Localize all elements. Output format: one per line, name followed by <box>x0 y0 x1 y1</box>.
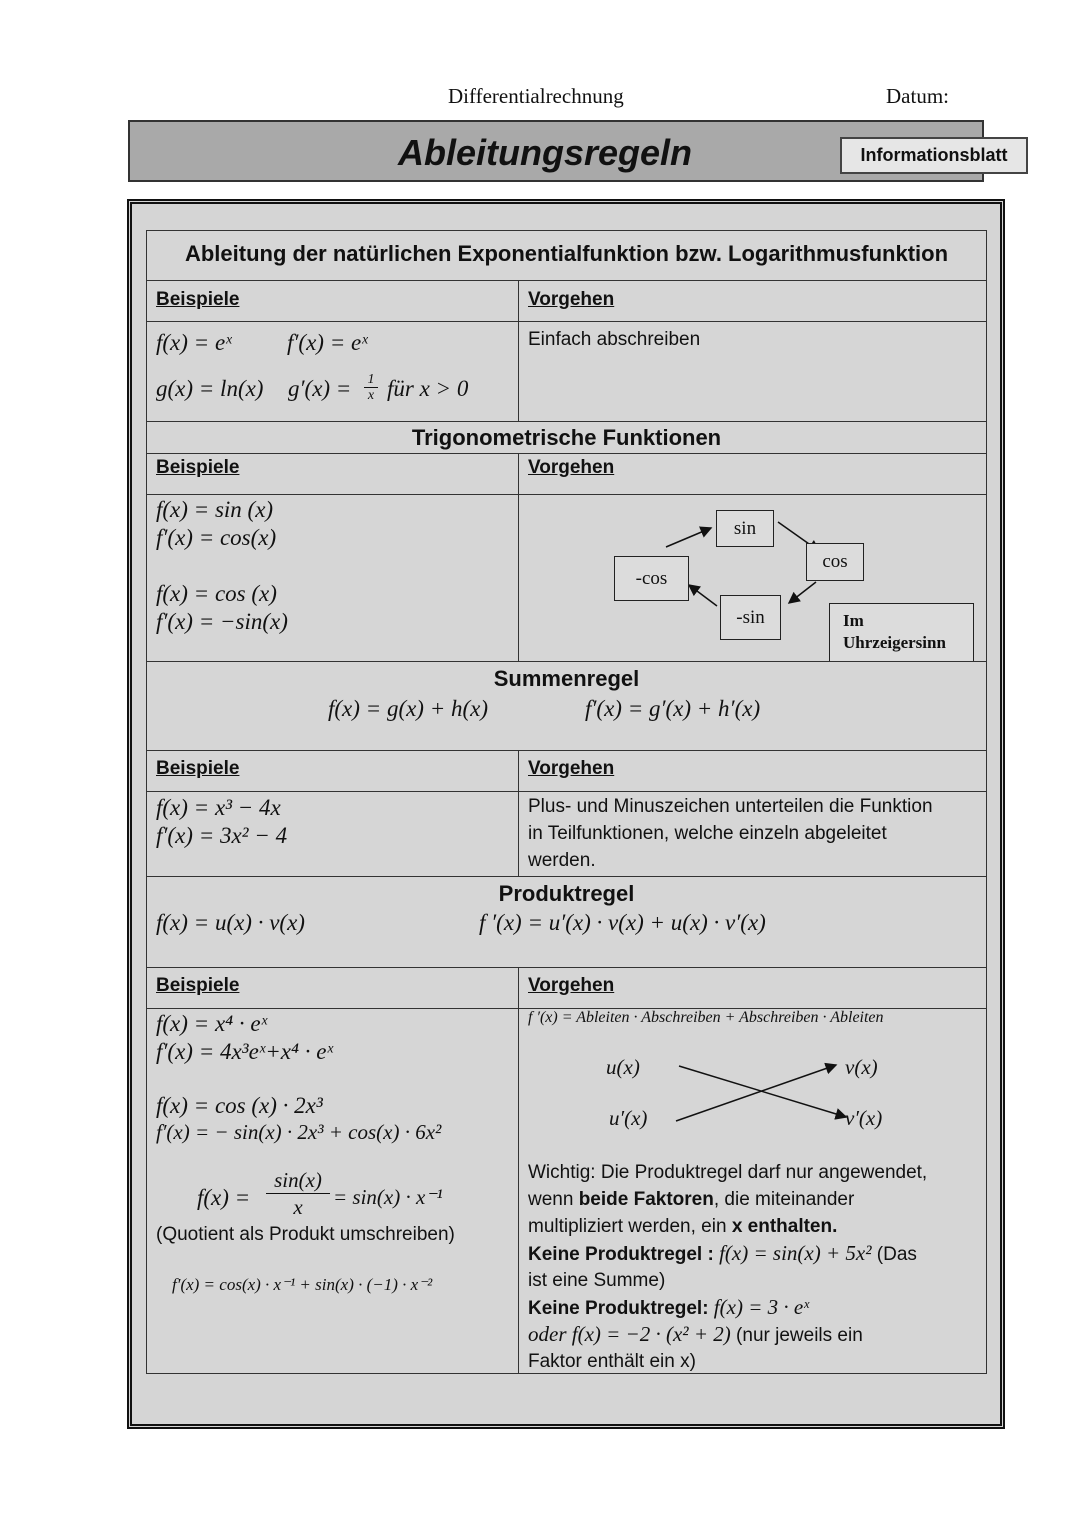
exp-examples-cell <box>146 321 519 422</box>
product-ex3-num: sin(x) <box>266 1167 330 1194</box>
product-ex3-fraction <box>266 1167 330 1220</box>
product-procedure-cell <box>518 1008 987 1374</box>
info-badge: Informationsblatt <box>840 137 1028 174</box>
exp-examples-header <box>146 280 519 322</box>
diagram-dv: v′(x) <box>845 1106 883 1130</box>
sum-procedure-line-1: Plus- und Minuszeichen unterteilen die Funktion <box>528 796 933 817</box>
column-label-examples: Beispiele <box>156 975 240 996</box>
sum-example-df: f′(x) = 3x² − 4 <box>156 823 288 848</box>
product-examples-cell <box>146 1008 519 1374</box>
arrow-negsin-to-negcos <box>689 585 717 606</box>
product-note-line-8: Faktor enthält ein x) <box>528 1351 696 1372</box>
log-fraction-num: 1 <box>364 372 378 388</box>
product-note-6b: f(x) = 3 · eˣ <box>708 1295 810 1319</box>
product-formula-f: f(x) = u(x) · v(x) <box>156 910 305 935</box>
document-subject: Differentialrechnung <box>448 84 624 108</box>
product-examples-header <box>146 967 519 1009</box>
trig-procedure-header <box>518 453 987 495</box>
trig-line-1: f(x) = sin (x) <box>156 497 274 522</box>
column-label-procedure: Vorgehen <box>528 289 615 310</box>
sum-procedure-header <box>518 750 987 792</box>
product-note-line-7 <box>528 1321 863 1349</box>
content-frame <box>127 199 1005 1429</box>
product-ex1-df: f′(x) = 4x³eˣ+x⁴ · eˣ <box>156 1039 333 1064</box>
product-ex3-den: x <box>293 1195 303 1219</box>
column-label-procedure: Vorgehen <box>528 975 615 996</box>
product-note-2a: wenn <box>528 1189 579 1210</box>
sum-example-f: f(x) = x³ − 4x <box>156 795 281 820</box>
product-ex3-lhs: f(x) = <box>197 1185 251 1210</box>
product-formula-df: f ′(x) = u′(x) · v(x) + u(x) · v′(x) <box>479 910 766 935</box>
product-procedure-header <box>518 967 987 1009</box>
sum-formula-f: f(x) = g(x) + h(x) <box>328 696 489 721</box>
product-ex3-note: (Quotient als Produkt umschreiben) <box>156 1224 455 1245</box>
arrow-negcos-to-sin <box>666 528 711 547</box>
column-label-examples: Beispiele <box>156 758 240 779</box>
product-note-line-2 <box>528 1186 854 1213</box>
sum-procedure-line-3: werden. <box>528 850 596 871</box>
product-note-line-1: Wichtig: Die Produktregel darf nur angewendet, <box>528 1162 928 1183</box>
exp-procedure-header <box>518 280 987 322</box>
trig-line-2: f′(x) = cos(x) <box>156 525 277 550</box>
exp-procedure-cell <box>518 321 987 422</box>
log-example-dg: g′(x) = <box>288 376 352 401</box>
product-note-7b: (nur jeweils ein <box>730 1325 863 1346</box>
sum-procedure-line-2: in Teilfunktionen, welche einzeln abgeleitet <box>528 823 887 844</box>
cycle-box-neg-sin: -sin <box>720 595 781 640</box>
cycle-box-neg-cos: -cos <box>614 556 689 601</box>
product-note-line-5: ist eine Summe) <box>528 1270 666 1291</box>
log-fraction-den: x <box>367 388 375 403</box>
log-example-condition: für x > 0 <box>387 376 469 401</box>
direction-note <box>829 603 974 663</box>
cycle-box-sin: sin <box>716 510 774 547</box>
product-ex2-df: f′(x) = − sin(x) · 2x³ + cos(x) · 6x² <box>156 1120 442 1144</box>
product-ex3-df: f′(x) = cos(x) · x⁻¹ + sin(x) · (−1) · x⁻² <box>172 1275 433 1294</box>
trig-section-header <box>146 421 987 454</box>
product-note-4b: f(x) = sin(x) + 5x² <box>713 1241 872 1265</box>
arrow-cos-to-negsin <box>789 582 816 603</box>
product-note-4a: Keine Produktregel : <box>528 1244 714 1265</box>
product-section-title: Produktregel <box>498 881 635 906</box>
diagram-u: u(x) <box>606 1055 640 1079</box>
product-note-7a: oder f(x) = −2 · (x² + 2) <box>528 1322 731 1346</box>
exp-section-title: Ableitung der natürlichen Exponentialfunktion bzw. Logarithmusfunktion <box>184 241 949 266</box>
product-note-line-6 <box>528 1294 809 1322</box>
trig-line-3: f(x) = cos (x) <box>156 581 277 606</box>
diagram-du: u′(x) <box>609 1106 648 1130</box>
column-label-procedure: Vorgehen <box>528 457 615 478</box>
direction-note-line-2: Uhrzeigersinn <box>843 633 946 652</box>
product-note-line-4 <box>528 1240 917 1268</box>
log-fraction <box>364 372 378 403</box>
sum-formula-df: f′(x) = g′(x) + h′(x) <box>585 696 761 721</box>
trig-section-title: Trigonometrische Funktionen <box>411 425 722 450</box>
diagram-v: v(x) <box>845 1055 878 1079</box>
cycle-box-cos: cos <box>806 543 864 581</box>
trig-examples-cell <box>146 494 519 662</box>
product-note-2b: beide Faktoren <box>578 1189 714 1210</box>
product-section-header <box>146 876 987 968</box>
product-ex3-rhs: = sin(x) · x⁻¹ <box>333 1185 443 1209</box>
exp-procedure-text: Einfach abschreiben <box>528 329 701 350</box>
product-note-line-3 <box>528 1213 837 1240</box>
sum-section-title: Summenregel <box>493 666 640 691</box>
exp-example-f: f(x) = eˣ <box>156 330 232 355</box>
product-mnemonic: f ′(x) = Ableiten · Abschreiben + Abschreiben · Ableiten <box>528 1009 884 1026</box>
exp-example-df: f′(x) = eˣ <box>287 330 368 355</box>
page-title: Ableitungsregeln <box>397 132 693 173</box>
product-ex1-f: f(x) = x⁴ · eˣ <box>156 1011 268 1036</box>
cross-arrow-du-to-v <box>676 1065 836 1121</box>
exp-section-header <box>146 230 987 281</box>
trig-procedure-cell <box>518 494 987 662</box>
date-label: Datum: <box>886 84 949 108</box>
sum-procedure-cell <box>518 791 987 877</box>
log-example-g: g(x) = ln(x) <box>156 376 264 401</box>
trig-line-4: f′(x) = −sin(x) <box>156 609 288 634</box>
product-ex2-f: f(x) = cos (x) · 2x³ <box>156 1093 323 1118</box>
column-label-examples: Beispiele <box>156 457 240 478</box>
sum-examples-header <box>146 750 519 792</box>
direction-note-line-1: Im <box>843 611 864 630</box>
product-cross-diagram <box>519 1009 988 1149</box>
sum-examples-cell <box>146 791 519 877</box>
product-note-3b: x enthalten. <box>731 1216 838 1237</box>
product-note-2c: , die miteinander <box>713 1189 855 1210</box>
product-note-4c: (Das <box>871 1244 917 1265</box>
product-note-3a: multipliziert werden, ein <box>528 1216 732 1237</box>
column-label-examples: Beispiele <box>156 289 240 310</box>
sum-section-header <box>146 661 987 751</box>
column-label-procedure: Vorgehen <box>528 758 615 779</box>
trig-examples-header <box>146 453 519 495</box>
product-note-6a: Keine Produktregel: <box>528 1298 709 1319</box>
